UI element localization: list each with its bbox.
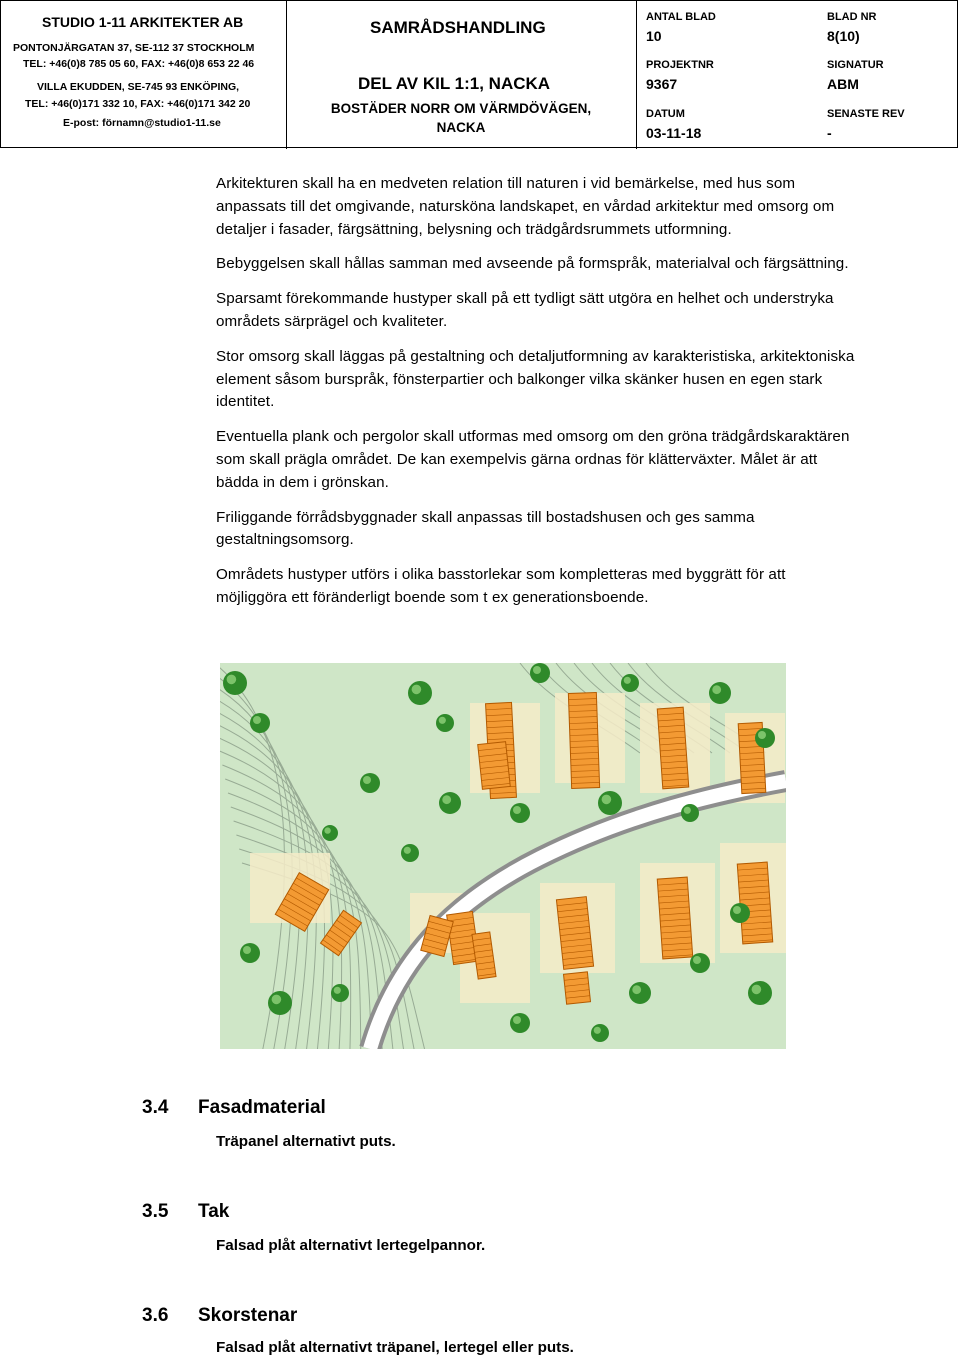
tree-crown: [322, 825, 338, 841]
tree: [510, 803, 530, 823]
tree-crown: [510, 1013, 530, 1033]
tree-crown: [690, 953, 710, 973]
tree: [360, 773, 380, 793]
tree-highlight: [334, 987, 341, 994]
tree-crown: [331, 984, 349, 1002]
tree-highlight: [324, 827, 330, 833]
tree-crown: [598, 791, 622, 815]
tree: [240, 943, 260, 963]
section-title: Tak: [198, 1201, 230, 1222]
section-number: 3.5: [142, 1201, 169, 1222]
firm-address-2: VILLA EKUDDEN, SE-745 93 ENKÖPING,: [37, 81, 240, 93]
tree-crown: [240, 943, 260, 963]
tree: [530, 663, 550, 683]
tree: [250, 713, 270, 733]
section-number: 3.4: [142, 1097, 169, 1118]
tree-crown: [436, 714, 454, 732]
tree-crown: [681, 804, 699, 822]
tree: [690, 953, 710, 973]
tree-highlight: [712, 685, 721, 694]
house-roof: [563, 972, 590, 1004]
tree-crown: [748, 981, 772, 1005]
tree-highlight: [632, 985, 641, 994]
tree: [621, 674, 639, 692]
tree-highlight: [693, 956, 701, 964]
project-name-line-2: NACKA: [436, 120, 486, 135]
tree-highlight: [684, 807, 691, 814]
firm-address: PONTONJÄRGATAN 37, SE-112 37 STOCKHOLM: [13, 42, 255, 54]
tree: [439, 792, 461, 814]
body-text: [216, 173, 856, 622]
tree-highlight: [758, 731, 766, 739]
tree-highlight: [439, 717, 446, 724]
paragraph: Eventuella plank och pergolor skall utformas med omsorg om den gröna trädgårdskaraktären som skall prägla området. De kan exempelvis gärna ordnas för klätterväxter. Målet är att bädda in dem i grönskan.: [216, 428, 850, 491]
tree: [629, 982, 651, 1004]
antal-blad-label: ANTAL BLAD: [646, 11, 716, 23]
tree: [268, 991, 292, 1015]
tree: [223, 671, 247, 695]
firm-name: STUDIO 1-11 ARKITEKTER AB: [42, 14, 244, 30]
tree-crown: [401, 844, 419, 862]
site-plan-image: [220, 663, 786, 1049]
tree-highlight: [227, 675, 237, 685]
tree: [748, 981, 772, 1005]
tree: [681, 804, 699, 822]
tree-crown: [360, 773, 380, 793]
section-number: 3.6: [142, 1305, 169, 1326]
tree-highlight: [513, 1016, 521, 1024]
house: [657, 877, 693, 959]
paragraph: Bebyggelsen skall hållas samman med avseende på formspråk, materialval och färgsättning.: [216, 255, 849, 273]
paragraph: Sparsamt förekommande hustyper skall på ett tydligt sätt utgöra en helhet och understryka områdets särprägel och kvaliteter.: [216, 290, 834, 330]
project-name-line-1: BOSTÄDER NORR OM VÄRMDÖVÄGEN,: [330, 101, 592, 116]
sheet-fields-right: [811, 1, 959, 149]
paragraph: Stor omsorg skall läggas på gestaltning och detaljutformning av karakteristiska, arkitektoniska element såsom burspråk, fönsterpartier och balkonger vilka skänker husen en egen stark identitet.: [216, 347, 855, 411]
projektnr-value: 9367: [646, 76, 678, 92]
tree: [709, 682, 731, 704]
section-title: Fasadmaterial: [198, 1097, 326, 1118]
projektnr-label: PROJEKTNR: [646, 59, 714, 71]
tree-highlight: [412, 685, 422, 695]
tree: [510, 1013, 530, 1033]
tree-highlight: [253, 716, 261, 724]
section-body: Falsad plåt alternativt träpanel, lertegel eller puts.: [216, 1339, 574, 1356]
tree: [331, 984, 349, 1002]
tree-highlight: [243, 946, 251, 954]
house: [478, 742, 511, 790]
tree-crown: [408, 681, 432, 705]
tree-highlight: [752, 985, 762, 995]
signatur-value: ABM: [827, 76, 859, 92]
tree-crown: [730, 903, 750, 923]
tree-crown: [223, 671, 247, 695]
tree-highlight: [624, 677, 631, 684]
house: [568, 693, 599, 789]
tree: [322, 825, 338, 841]
site-plan-drawing: [220, 663, 786, 1049]
paragraph: Arkitekturen skall ha en medveten relation till naturen i vid bemärkelse, med hus som anpassats till det omgivande, natursköna landskapet, en vårdad arkitektur med omsorg om detaljer i fasader, färgsättning, belysning och trädgårdsrummets utformning.: [216, 175, 835, 238]
paragraph: Friliggande förrådsbyggnader skall anpassas till bostadshusen och ges samma gestaltningsomsorg.: [216, 508, 755, 549]
tree: [755, 728, 775, 748]
section-title: Skorstenar: [198, 1305, 298, 1326]
paragraph: Områdets hustyper utförs i olika basstorlekar som kompletteras med byggrätt för att möjliggöra ett föränderligt boende som t ex generationsboende.: [216, 566, 786, 606]
tree-crown: [591, 1024, 609, 1042]
tree: [401, 844, 419, 862]
blad-nr-value: 8(10): [827, 28, 860, 44]
tree-crown: [621, 674, 639, 692]
tree: [598, 791, 622, 815]
tree-highlight: [363, 776, 371, 784]
datum-label: DATUM: [646, 108, 685, 120]
tree-crown: [250, 713, 270, 733]
tree-crown: [510, 803, 530, 823]
signatur-label: SIGNATUR: [827, 59, 884, 71]
tree-crown: [755, 728, 775, 748]
tree-crown: [709, 682, 731, 704]
title-block: [0, 0, 958, 148]
tree-highlight: [272, 995, 282, 1005]
firm-phone: TEL: +46(0)8 785 05 60, FAX: +46(0)8 653 22 46: [23, 58, 255, 70]
sheet-fields-left: [636, 1, 811, 149]
firm-info: [1, 1, 287, 149]
tree-highlight: [513, 806, 521, 814]
tree: [408, 681, 432, 705]
section-body: Träpanel alternativt puts.: [216, 1133, 396, 1150]
tree-highlight: [594, 1027, 601, 1034]
house: [657, 707, 689, 789]
tree-crown: [439, 792, 461, 814]
section-body: Falsad plåt alternativt lertegelpannor.: [216, 1237, 486, 1254]
tree-crown: [530, 663, 550, 683]
document-type: SAMRÅDSHANDLING: [370, 18, 546, 37]
firm-email: E-post: förnamn@studio1-11.se: [63, 117, 221, 129]
tree-crown: [629, 982, 651, 1004]
document-part: DEL AV KIL 1:1, NACKA: [358, 74, 551, 93]
antal-blad-value: 10: [646, 28, 662, 44]
blad-nr-label: BLAD NR: [827, 11, 877, 23]
house: [737, 862, 773, 944]
tree: [436, 714, 454, 732]
tree-highlight: [533, 666, 541, 674]
datum-value: 03-11-18: [646, 125, 702, 141]
document-info: [286, 1, 637, 149]
tree: [730, 903, 750, 923]
tree-crown: [268, 991, 292, 1015]
senaste-rev-label: SENASTE REV: [827, 108, 905, 120]
tree-highlight: [733, 906, 741, 914]
house: [563, 972, 590, 1004]
firm-phone-2: TEL: +46(0)171 332 10, FAX: +46(0)171 342 20: [25, 98, 251, 110]
tree-highlight: [404, 847, 411, 854]
tree-highlight: [442, 795, 451, 804]
tree-highlight: [602, 795, 612, 805]
tree: [591, 1024, 609, 1042]
senaste-rev-value: -: [827, 125, 832, 141]
